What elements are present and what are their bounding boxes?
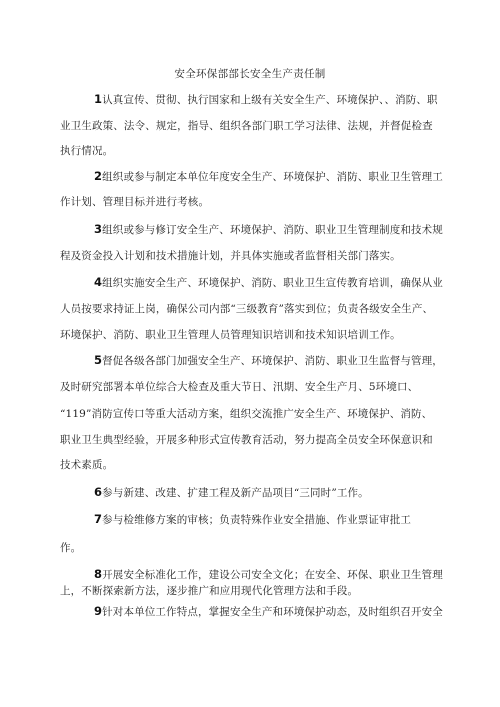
paragraph-5-number: 5 [94, 353, 103, 367]
paragraph-8-number: 8 [94, 567, 103, 581]
paragraph-7-line-1: 参与检维修方案的审核；负责特殊作业安全措施、作业票证审批工 [102, 514, 412, 526]
paragraph-9-first-line [94, 604, 443, 619]
paragraph-6-first-line [94, 485, 369, 500]
paragraph-5-line-5: 技术素质。 [60, 459, 114, 471]
paragraph-2-line-1: 组织或参与制定本单位年度安全生产、环境保护、消防、职业卫生管理工 [102, 171, 443, 183]
paragraph-6-line-1: 参与新建、改建、扩建工程及新产品项目“三同时”工作。 [102, 487, 369, 499]
paragraph-3-number: 3 [94, 222, 103, 236]
paragraph-8-line-2: 上，不断探索新方法，逐步推广和应用现代化管理方法和手段。 [60, 585, 359, 597]
paragraph-8-line-1: 开展安全标准化工作，建设公司安全文化；在安全、环保、职业卫生管理 [102, 569, 443, 581]
paragraph-7-first-line [94, 512, 411, 527]
paragraph-1-number: 1 [94, 92, 103, 106]
paragraph-5-line-2: 及时研究部署本单位综合大检查及重大节日、汛期、安全生产月、5环境口、 [60, 381, 419, 393]
paragraph-2-line-2: 作计划、管理目标并进行考核。 [60, 196, 210, 208]
paragraph-4-first-line [94, 275, 443, 290]
paragraph-2-number: 2 [94, 169, 103, 183]
paragraph-4-line-3: 环境保护、消防、职业卫生管理人员管理知识培训和技术知识培训工作。 [60, 329, 401, 341]
document-title: 安全环保部部长安全生产责任制 [174, 68, 326, 80]
paragraph-4-number: 4 [94, 275, 103, 289]
paragraph-1-first-line [94, 92, 438, 107]
paragraph-4-line-2: 人员按要求持证上岗，确保公司内部“三级教育”落实到位；负责各级安全生产、 [60, 303, 434, 315]
paragraph-8-first-line [94, 567, 443, 582]
paragraph-9-line-1: 针对本单位工作特点，掌握安全生产和环境保护动态，及时组织召开安全 [102, 606, 443, 618]
paragraph-5-line-1: 督促各级各部门加强安全生产、环境保护、消防、职业卫生监督与管理， [102, 355, 443, 367]
paragraph-1-line-1: 认真宣传、贯彻、执行国家和上级有关安全生产、环境保护、、消防、职 [102, 94, 438, 106]
paragraph-6-number: 6 [94, 485, 103, 499]
paragraph-3-line-2: 程及资金投入计划和技术措施计划，并具体实施或者监督相关部门落实。 [60, 250, 401, 262]
paragraph-7-number: 7 [94, 512, 103, 526]
paragraph-5-line-4: 职业卫生典型经验，开展多种形式宣传教育活动，努力提高全员安全环保意识和 [60, 434, 433, 446]
paragraph-4-line-1: 组织实施安全生产、环境保护、消防、职业卫生宣传教育培训，确保从业 [102, 277, 443, 289]
paragraph-1-line-2: 业卫生政策、法令、规定，指导、组织各部门职工学习法律、法规，并督促检查 [60, 120, 433, 132]
paragraph-5-line-3: “119”消防宣传口等重大活动方案，组织交流推广安全生产、环境保护、消防、 [60, 408, 433, 420]
paragraph-3-first-line [94, 222, 443, 237]
paragraph-3-line-1: 组织或参与修订安全生产、环境保护、消防、职业卫生管理制度和技术规 [102, 224, 443, 236]
paragraph-2-first-line [94, 169, 443, 184]
paragraph-7-line-2: 作。 [60, 542, 82, 554]
paragraph-5-first-line [94, 353, 443, 368]
paragraph-1-line-3: 执行情况。 [60, 145, 114, 157]
paragraph-9-number: 9 [94, 604, 103, 618]
